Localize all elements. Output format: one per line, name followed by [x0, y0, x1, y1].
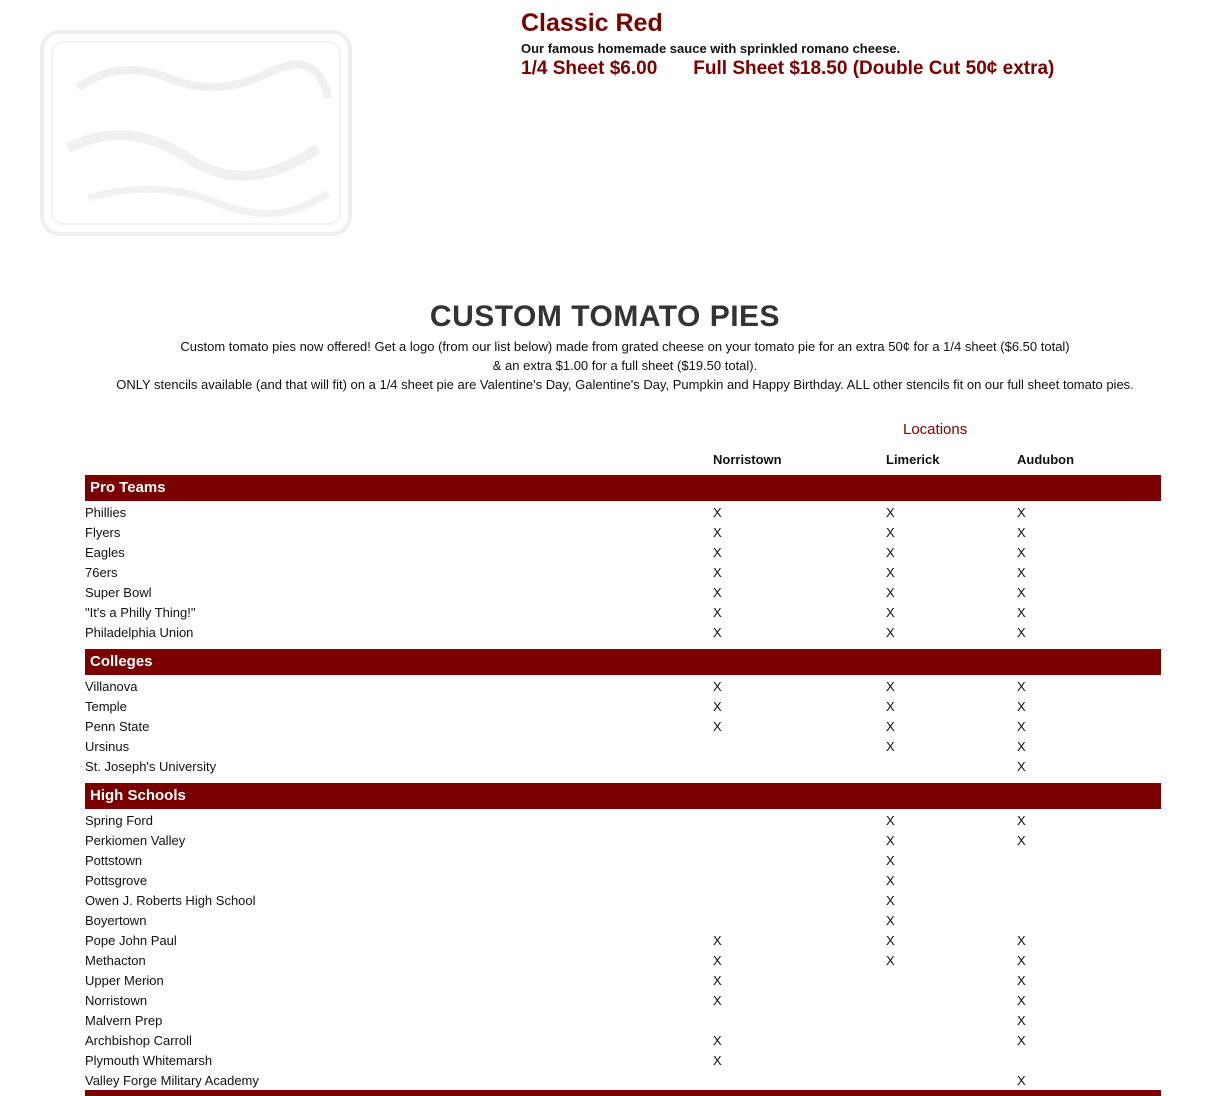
- table-row: [85, 931, 1161, 951]
- table-row: [85, 623, 1161, 643]
- available-mark-norristown: X: [713, 605, 722, 620]
- available-mark-limerick: X: [886, 813, 895, 828]
- stencil-name: Spring Ford: [85, 813, 153, 828]
- available-mark-audubon: X: [1017, 759, 1026, 774]
- stencil-name: Pottsgrove: [85, 873, 148, 888]
- available-mark-norristown: X: [713, 565, 722, 580]
- table-row: [85, 757, 1161, 777]
- table-row: [85, 811, 1161, 831]
- price-full-sheet: Full Sheet $18.50 (Double Cut 50¢ extra): [693, 58, 1055, 79]
- stencil-name: Ursinus: [85, 739, 130, 754]
- table-row: [85, 951, 1161, 971]
- faded-logo-image: [38, 18, 354, 240]
- table-row: [85, 871, 1161, 891]
- price-quarter-sheet: 1/4 Sheet $6.00: [521, 58, 658, 79]
- stencil-name: Temple: [85, 699, 127, 714]
- table-row: [85, 717, 1161, 737]
- available-mark-audubon: X: [1017, 993, 1026, 1008]
- available-mark-audubon: X: [1017, 973, 1026, 988]
- table-row: [85, 1051, 1161, 1071]
- table-row: [85, 1011, 1161, 1031]
- table-row: [85, 603, 1161, 623]
- available-mark-audubon: X: [1017, 953, 1026, 968]
- product-classic-red: [521, 8, 1181, 81]
- available-mark-limerick: X: [886, 913, 895, 928]
- available-mark-audubon: X: [1017, 565, 1026, 580]
- available-mark-audubon: X: [1017, 585, 1026, 600]
- stencil-name: Upper Merion: [85, 973, 164, 988]
- available-mark-norristown: X: [713, 1053, 722, 1068]
- table-row: [85, 971, 1161, 991]
- available-mark-audubon: X: [1017, 833, 1026, 848]
- stencil-name: Phillies: [85, 505, 127, 520]
- available-mark-limerick: X: [886, 699, 895, 714]
- product-title: Classic Red: [521, 9, 663, 37]
- stencil-name: Penn State: [85, 719, 150, 734]
- table-row: [85, 697, 1161, 717]
- intro-line-1: Custom tomato pies now offered! Get a logo (from our list below) made from grated cheese on your tomato pie for an extra 50¢ for a 1/4 sheet ($6.50 total): [180, 339, 1070, 354]
- available-mark-limerick: X: [886, 605, 895, 620]
- available-mark-limerick: X: [886, 853, 895, 868]
- stencil-name: Archbishop Carroll: [85, 1033, 192, 1048]
- table-row: [85, 523, 1161, 543]
- product-prices: [521, 57, 1181, 81]
- stencil-name: Eagles: [85, 545, 125, 560]
- stencil-name: Norristown: [85, 993, 148, 1008]
- stencil-name: Plymouth Whitemarsh: [85, 1053, 213, 1068]
- table-row: [85, 543, 1161, 563]
- stencil-name: Flyers: [85, 525, 121, 540]
- stencil-name: Pope John Paul: [85, 933, 177, 948]
- available-mark-limerick: X: [886, 525, 895, 540]
- column-header-limerick: Limerick: [886, 452, 940, 467]
- table-row: [85, 1071, 1161, 1091]
- stencil-name: Perkiomen Valley: [85, 833, 186, 848]
- table-row: [85, 891, 1161, 911]
- available-mark-limerick: X: [886, 739, 895, 754]
- available-mark-audubon: X: [1017, 605, 1026, 620]
- stencil-name: St. Joseph's University: [85, 759, 217, 774]
- table-row: [85, 991, 1161, 1011]
- table-row: [85, 1031, 1161, 1051]
- available-mark-limerick: X: [886, 679, 895, 694]
- stencil-name: Malvern Prep: [85, 1013, 163, 1028]
- available-mark-audubon: X: [1017, 699, 1026, 714]
- available-mark-audubon: X: [1017, 505, 1026, 520]
- category-header: Colleges: [85, 649, 1161, 675]
- available-mark-limerick: X: [886, 565, 895, 580]
- available-mark-limerick: X: [886, 833, 895, 848]
- available-mark-limerick: X: [886, 625, 895, 640]
- available-mark-limerick: X: [886, 719, 895, 734]
- table-row: [85, 911, 1161, 931]
- column-header-audubon: Audubon: [1017, 452, 1075, 467]
- available-mark-norristown: X: [713, 1033, 722, 1048]
- available-mark-norristown: X: [713, 505, 722, 520]
- custom-pies-intro: [40, 337, 1210, 394]
- available-mark-norristown: X: [713, 993, 722, 1008]
- available-mark-audubon: X: [1017, 525, 1026, 540]
- stencil-name: Pottstown: [85, 853, 143, 868]
- table-row: [85, 737, 1161, 757]
- available-mark-audubon: X: [1017, 1033, 1026, 1048]
- available-mark-audubon: X: [1017, 625, 1026, 640]
- product-description: Our famous homemade sauce with sprinkled romano cheese.: [521, 41, 901, 56]
- table-row: [85, 677, 1161, 697]
- table-row: [85, 563, 1161, 583]
- stencil-name: Villanova: [85, 679, 138, 694]
- stencil-name: Boyertown: [85, 913, 147, 928]
- available-mark-norristown: X: [713, 699, 722, 714]
- available-mark-limerick: X: [886, 585, 895, 600]
- next-category-bar: [85, 1090, 1161, 1096]
- stencil-availability-table: [85, 475, 1161, 1091]
- available-mark-audubon: X: [1017, 719, 1026, 734]
- stencil-name: 76ers: [85, 565, 118, 580]
- available-mark-norristown: X: [713, 585, 722, 600]
- category-header: High Schools: [85, 783, 1161, 809]
- available-mark-norristown: X: [713, 679, 722, 694]
- available-mark-limerick: X: [886, 893, 895, 908]
- available-mark-norristown: X: [713, 973, 722, 988]
- intro-line-3: ONLY stencils available (and that will fit) on a 1/4 sheet pie are Valentine's Day, Galentine's Day, Pumpkin and Happy Birthday. ALL other stencils fit on our full sheet tomato pies.: [116, 377, 1134, 392]
- available-mark-audubon: X: [1017, 1013, 1026, 1028]
- custom-pies-heading: CUSTOM TOMATO PIES: [429, 300, 781, 333]
- available-mark-norristown: X: [713, 625, 722, 640]
- locations-label: Locations: [903, 421, 968, 438]
- available-mark-norristown: X: [713, 525, 722, 540]
- stencil-name: Methacton: [85, 953, 146, 968]
- category-section: [85, 649, 1161, 777]
- stencil-name: Philadelphia Union: [85, 625, 194, 640]
- available-mark-limerick: X: [886, 953, 895, 968]
- available-mark-limerick: X: [886, 505, 895, 520]
- category-header: Pro Teams: [85, 475, 1161, 501]
- available-mark-norristown: X: [713, 719, 722, 734]
- available-mark-audubon: X: [1017, 933, 1026, 948]
- stencil-name: Owen J. Roberts High School: [85, 893, 256, 908]
- available-mark-audubon: X: [1017, 739, 1026, 754]
- available-mark-audubon: X: [1017, 1073, 1026, 1088]
- category-section: [85, 783, 1161, 1091]
- available-mark-limerick: X: [886, 873, 895, 888]
- stencil-name: "It's a Philly Thing!": [85, 605, 196, 620]
- table-row: [85, 831, 1161, 851]
- table-row: [85, 503, 1161, 523]
- intro-line-2: & an extra $1.00 for a full sheet ($19.50 total).: [492, 358, 758, 373]
- table-row: [85, 583, 1161, 603]
- column-header-norristown: Norristown: [713, 452, 782, 467]
- available-mark-norristown: X: [713, 933, 722, 948]
- available-mark-limerick: X: [886, 545, 895, 560]
- stencil-name: Super Bowl: [85, 585, 152, 600]
- table-row: [85, 851, 1161, 871]
- category-section: [85, 475, 1161, 643]
- stencil-name: Valley Forge Military Academy: [85, 1073, 259, 1088]
- available-mark-audubon: X: [1017, 679, 1026, 694]
- available-mark-audubon: X: [1017, 545, 1026, 560]
- available-mark-limerick: X: [886, 933, 895, 948]
- available-mark-norristown: X: [713, 545, 722, 560]
- available-mark-norristown: X: [713, 953, 722, 968]
- available-mark-audubon: X: [1017, 813, 1026, 828]
